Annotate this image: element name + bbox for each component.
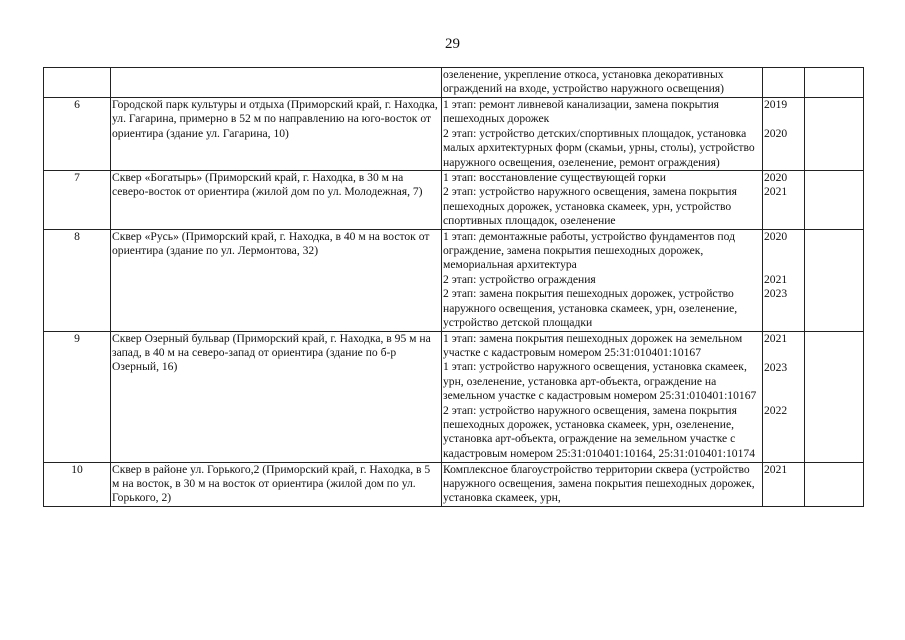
stage-years [763,462,805,506]
work-stages [442,171,763,230]
work-stages [442,98,763,171]
stage-description: 2 этап: устройство наружного освещения, замена покрытия пешеходных дорожек, установка скамеек, урн, устройство спортивных площадок, озеленение [443,185,737,228]
stage-years [763,171,805,230]
stage-year: 2023 [764,286,788,300]
table-row [44,229,864,331]
empty-cell [805,98,864,171]
object-name: Сквер в районе ул. Горького,2 (Приморский край, г. Находка, в 5 м на восток, в 30 м на восток от ориентира (жилой дом по ул. Горького, 2) [111,462,442,506]
object-name: Сквер «Богатырь» (Приморский край, г. Находка, в 30 м на северо-восток от ориентира (жилой дом по ул. Молодежная, 7) [111,171,442,230]
stage-year [764,68,803,97]
stage-description: 1 этап: восстановление существующей горки [443,171,667,185]
stage-years [763,68,805,98]
stage-description: 1 этап: замена покрытия пешеходных дорожек на земельном участке с кадастровым номером 25:31:010401:10167 [443,331,743,359]
stage-description: 2 этап: замена покрытия пешеходных дорожек, устройство наружного освещения, установка скамеек, урн, озеленение, устройство детской площадки [443,287,738,330]
stage-description: 2 этап: устройство наружного освещения, замена покрытия пешеходных дорожек, установка скамеек, урн, озеленение, установка арт-объекта, ограждение на земельном участке с кадастровым номером 25:31:010401:10164, 25:31:010401:10174 [443,403,755,460]
empty-cell [805,171,864,230]
stage-years [763,98,805,171]
row-number: 10 [44,462,111,506]
stage-year: 2019 [764,98,788,111]
stage-description: 1 этап: демонтажные работы, устройство фундаментов под ограждение, замена покрытия пешеходных дорожек, мемориальная архитектура [443,229,735,272]
stage-description: 1 этап: устройство наружного освещения, установка скамеек, урн, озеленение, установка арт-объекта, ограждение на земельном участке с кадастровым номером 25:31:010401:10167 [443,360,757,403]
stage-year: 2021 [764,462,788,476]
stage-years [763,229,805,331]
table-row [44,68,864,98]
table-row [44,462,864,506]
table-body [44,68,864,507]
work-stages [442,68,763,98]
stage-year: 2021 [764,331,788,345]
object-name: Городской парк культуры и отдыха (Приморский край, г. Находка, ул. Гагарина, примерно в 52 м по направлению на юго-восток от ориентира (здание ул. Гагарина, 10) [111,98,442,171]
stage-year: 2020 [764,127,788,140]
row-number: 6 [44,98,111,171]
empty-cell [805,462,864,506]
stage-description: 2 этап: устройство детских/спортивных площадок, установка малых архитектурных форм (скамьи, урны, столы), устройство наружного освещения, озеленение, ремонт ограждения) [443,126,755,169]
work-stages [442,462,763,506]
empty-cell [805,229,864,331]
improvement-table [43,67,864,507]
row-number [44,68,111,98]
stage-years [763,331,805,462]
page-number: 29 [445,36,460,52]
stage-year: 2022 [764,403,788,417]
stage-description: 2 этап: устройство ограждения [443,272,596,286]
row-number: 9 [44,331,111,462]
stage-description: Комплексное благоустройство территории сквера (устройство наружного освещения, замена покрытия пешеходных дорожек, установка скамеек, урн, [443,462,755,505]
stage-year: 2020 [764,171,788,185]
object-name: Сквер «Русь» (Приморский край, г. Находка, в 40 м на восток от ориентира (здание по ул. Лермонтова, 32) [111,229,442,331]
table-row [44,171,864,230]
work-stages [442,229,763,331]
stage-year: 2023 [764,360,788,374]
table-row [44,98,864,171]
stage-year: 2020 [764,229,788,243]
stage-year: 2021 [764,272,788,286]
empty-cell [805,331,864,462]
stage-year: 2021 [764,185,788,199]
stage-description: озеленение, укрепление откоса, установка декоративных ограждений на входе, устройство наружного освещения) [443,68,724,96]
row-number: 8 [44,229,111,331]
work-stages [442,331,763,462]
object-name [111,68,442,98]
empty-cell [805,68,864,98]
stage-description: 1 этап: ремонт ливневой канализации, замена покрытия пешеходных дорожек [443,98,720,126]
object-name: Сквер Озерный бульвар (Приморский край, г. Находка, в 95 м на запад, в 40 м на северо-запад от ориентира (здание по б-р Озерный, 16) [111,331,442,462]
table-row [44,331,864,462]
row-number: 7 [44,171,111,230]
